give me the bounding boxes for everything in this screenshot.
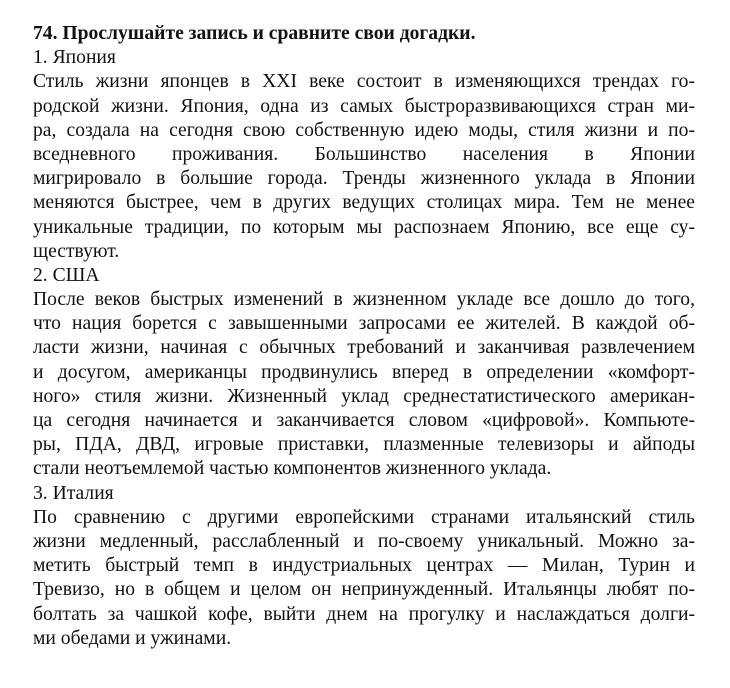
paragraph-line: жизни медленный, расслабленный и по-своему уникальный. Можно за- bbox=[33, 530, 695, 552]
paragraph-line: ласти жизни, начиная с обычных требований и заканчивая развлечением bbox=[33, 337, 695, 359]
section-heading-japan: 1. Япония bbox=[33, 47, 116, 69]
textbook-page bbox=[33, 22, 695, 651]
section-heading-italy: 3. Италия bbox=[33, 482, 114, 504]
paragraph-line: ца сегодня начинается и заканчивается словом «цифровой». Компьюте- bbox=[33, 410, 695, 431]
paragraph-line: ного» стиля жизни. Жизненный уклад среднестатистического американ- bbox=[33, 385, 695, 407]
paragraph-line: стали неотъемлемой частью компонентов жизненного уклада. bbox=[33, 458, 552, 480]
paragraph-line: болтать за чашкой кофе, выйти днем на прогулку и наслаждаться долги- bbox=[33, 603, 695, 625]
paragraph-line: Стиль жизни японцев в XXI веке состоит в изменяющихся трендах го- bbox=[33, 71, 695, 93]
paragraph-line: и досугом, американцы продвинулись вперед в определении «комфорт- bbox=[33, 361, 695, 383]
exercise-title: 74. Прослушайте запись и сравните свои догадки. bbox=[33, 23, 476, 44]
paragraph-line: ми обедами и ужинами. bbox=[33, 627, 232, 649]
paragraph-line: ра, создала на сегодня свою собственную идею моды, стиля жизни и по- bbox=[33, 119, 695, 141]
paragraph-line: вседневного проживания. Большинство населения в Японии bbox=[33, 143, 695, 165]
paragraph-line: метить быстрый темп в индустриальных центрах — Милан, Турин и bbox=[33, 555, 695, 577]
paragraph-line: После веков быстрых изменений в жизненном укладе все дошло до того, bbox=[33, 289, 695, 311]
section-japan bbox=[33, 46, 695, 264]
paragraph-line: ществуют. bbox=[33, 240, 120, 262]
section-heading-usa: 2. США bbox=[33, 264, 100, 286]
paragraph-line: По сравнению с другими европейскими странами итальянский стиль bbox=[33, 506, 695, 528]
paragraph-line: Тревизо, но в общем и целом он непринужденный. Итальянцы любят по- bbox=[33, 579, 695, 601]
paragraph-line: уникальные традиции, по которым мы распознаем Японию, все еще су- bbox=[33, 216, 695, 238]
paragraph-line: ры, ПДА, ДВД, игровые приставки, плазменные телевизоры и айподы bbox=[33, 434, 695, 456]
paragraph-line: мигрировало в большие города. Тренды жизненного уклада в Японии bbox=[33, 168, 695, 190]
paragraph-line: родской жизни. Япония, одна из самых быстроразвивающихся стран ми- bbox=[33, 95, 695, 117]
paragraph-line: что нация борется с завышенными запросами ее жителей. В каждой об- bbox=[33, 313, 695, 335]
paragraph-line: меняются быстрее, чем в других ведущих столицах мира. Тем не менее bbox=[33, 192, 695, 214]
section-usa bbox=[33, 264, 695, 482]
section-italy bbox=[33, 482, 695, 651]
